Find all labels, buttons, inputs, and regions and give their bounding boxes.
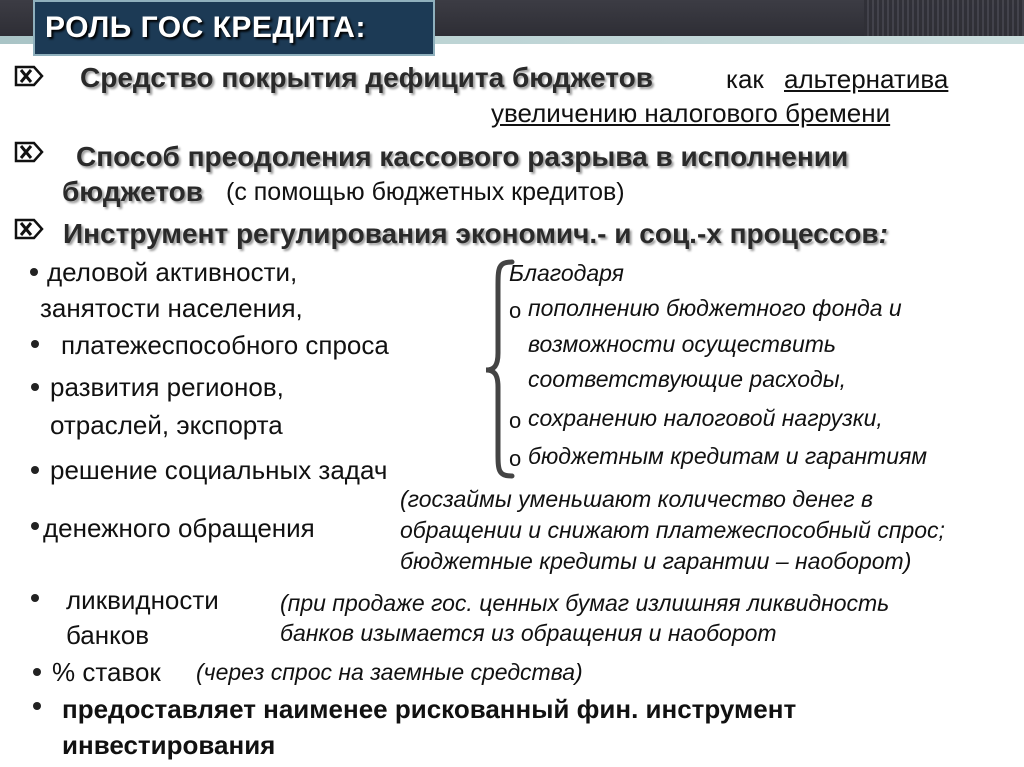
- right-item-budget-fund: пополнению бюджетного фонда и: [528, 295, 902, 321]
- note-loans-line2: обращении и снижают платежеспособный спрос;: [400, 517, 945, 543]
- right-item-possibility: возможности осуществить: [528, 331, 836, 357]
- slide-title: РОЛЬ ГОС КРЕДИТА:: [45, 11, 366, 44]
- point-3-main: Инструмент регулирования экономич.- и соц.-х процессов:: [63, 218, 888, 249]
- left-item-investment: инвестирования: [62, 730, 276, 760]
- right-item-tax-load: сохранению налоговой нагрузки,: [528, 405, 883, 431]
- left-item-money-circulation: денежного обращения: [43, 513, 315, 543]
- left-item-employment: занятости населения,: [40, 293, 303, 323]
- left-item-solvent-demand: платежеспособного спроса: [61, 330, 389, 360]
- note-liquidity-line1: (при продаже гос. ценных бумаг излишняя ликвидность: [280, 590, 890, 616]
- left-item-low-risk: предоставляет наименее рискованный фин. инструмент: [62, 694, 797, 724]
- checkbox-x-arrow-icon: [14, 65, 44, 87]
- bullet-dot: [31, 340, 39, 348]
- slide-title-box: [33, 0, 435, 56]
- left-item-industries-export: отраслей, экспорта: [50, 410, 283, 440]
- right-thanks: Благодаря: [509, 260, 624, 286]
- bullet-dot: [31, 466, 39, 474]
- point-1-alternative-cont: увеличению налогового бремени: [491, 98, 891, 128]
- point-1-connector: как: [726, 64, 764, 94]
- point-1-alternative: альтернатива: [784, 64, 949, 94]
- bullet-dot: [33, 668, 41, 676]
- left-item-banks: банков: [66, 620, 150, 650]
- checkbox-x-arrow-icon: [14, 141, 44, 163]
- note-liquidity-line2: банков изымается из обращения и наоборот: [280, 620, 777, 646]
- sub-bullet-marker: o: [509, 446, 522, 471]
- left-item-rates: % ставок: [52, 657, 161, 687]
- bullet-dot: [31, 522, 39, 530]
- bullet-dot: [33, 702, 41, 710]
- point-2-main-cont: бюджетов: [62, 176, 203, 207]
- left-item-regional-development: развития регионов,: [50, 372, 284, 402]
- left-item-social-tasks: решение социальных задач: [50, 455, 388, 485]
- bullet-dot: [31, 383, 39, 391]
- sub-bullet-marker: o: [509, 408, 522, 433]
- checkbox-x-arrow-icon: [14, 218, 44, 240]
- point-2-main: Способ преодоления кассового разрыва в исполнении: [76, 141, 849, 172]
- right-item-expenses: соответствующие расходы,: [528, 366, 847, 392]
- sub-bullet-marker: o: [509, 298, 522, 323]
- point-1-main: Средство покрытия дефицита бюджетов: [80, 62, 653, 93]
- right-item-credits-guarantees: бюджетным кредитам и гарантиям: [528, 443, 928, 469]
- bullet-dot: [31, 594, 39, 602]
- point-2-note: (с помощью бюджетных кредитов): [226, 178, 625, 206]
- left-item-bank-liquidity: ликвидности: [66, 585, 219, 615]
- left-item-rates-note: (через спрос на заемные средства): [196, 659, 583, 685]
- note-loans-line1: (госзаймы уменьшают количество денег в: [400, 486, 874, 512]
- bullet-dot: [30, 268, 38, 276]
- note-loans-line3: бюджетные кредиты и гарантии – наоборот): [400, 548, 912, 574]
- header-stripes: [864, 0, 1024, 36]
- left-item-business-activity: деловой активности,: [47, 257, 298, 287]
